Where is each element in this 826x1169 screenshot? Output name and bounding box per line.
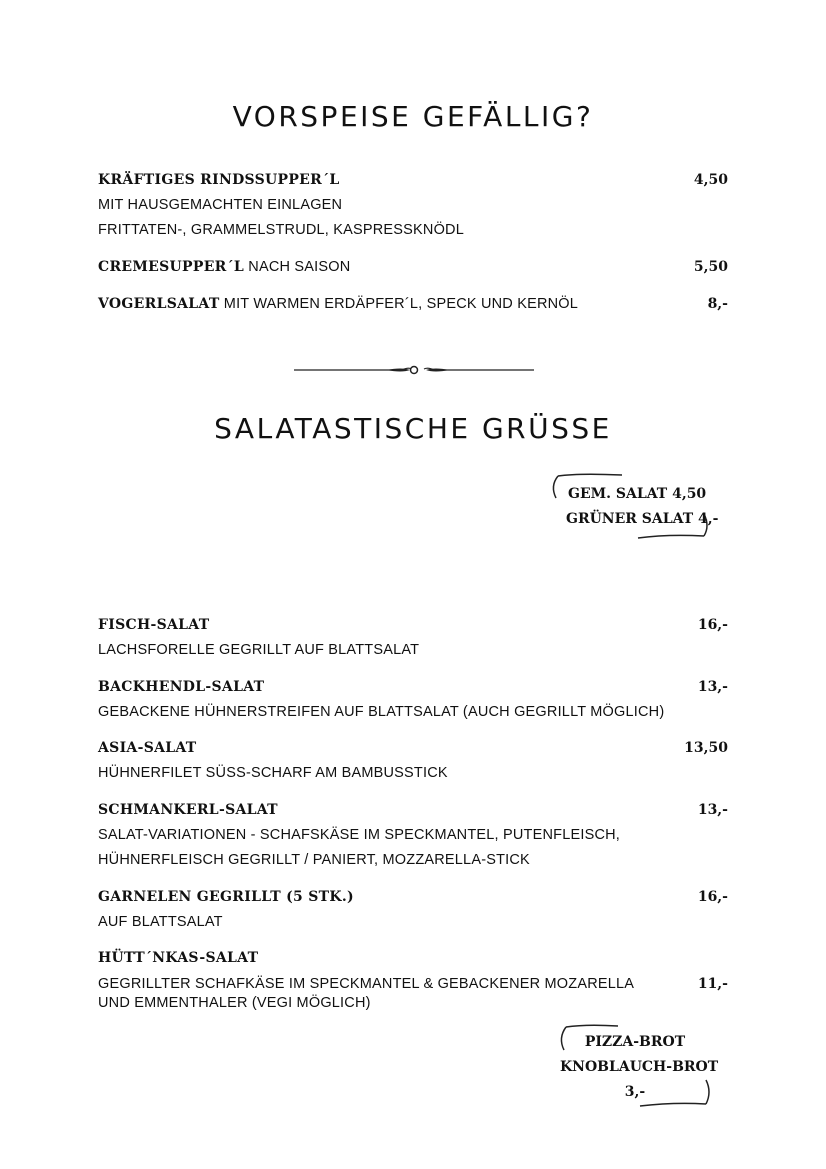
menu-item-name: HÜTT´NKAS-SALAT bbox=[98, 950, 259, 966]
menu-item-description: MIT HAUSGEMACHTEN EINLAGEN bbox=[98, 197, 343, 213]
menu-item-price: 13,- bbox=[697, 802, 728, 818]
callout-pizza-brot: PIZZA-BROT bbox=[584, 1034, 686, 1050]
menu-item-row bbox=[98, 259, 350, 275]
menu-item-description: HÜHNERFLEISCH GEGRILLT / PANIERT, MOZZARELLA-STICK bbox=[98, 852, 530, 868]
section-title-vorspeise: VORSPEISE GEFÄLLIG? bbox=[232, 100, 594, 133]
menu-item-description: UND EMMENTHALER (VEGI MÖGLICH) bbox=[98, 995, 371, 1011]
menu-item-price: 13,- bbox=[697, 679, 728, 695]
callout-bracket bbox=[548, 472, 718, 544]
menu-item-description: LACHSFORELLE GEGRILLT AUF BLATTSALAT bbox=[98, 642, 420, 658]
section-title-salat: SALATASTISCHE GRÜSSE bbox=[214, 412, 612, 445]
menu-item-description: GEBACKENE HÜHNERSTREIFEN AUF BLATTSALAT (AUCH GEGRILLT MÖGLICH) bbox=[98, 704, 665, 720]
menu-item-description: GEGRILLTER SCHAFKÄSE IM SPECKMANTEL & GEBACKENER MOZARELLA bbox=[98, 976, 635, 992]
menu-item-description: HÜHNERFILET SÜSS-SCHARF AM BAMBUSSTICK bbox=[98, 765, 448, 781]
menu-item-row bbox=[98, 296, 578, 312]
callout-knoblauch-brot: KNOBLAUCH-BROT bbox=[560, 1059, 719, 1075]
menu-item-price: 8,- bbox=[707, 296, 728, 312]
menu-item-description: SALAT-VARIATIONEN - SCHAFSKÄSE IM SPECKMANTEL, PUTENFLEISCH, bbox=[98, 827, 621, 843]
menu-item-price: 5,50 bbox=[693, 259, 728, 275]
menu-item-name: KRÄFTIGES RINDSSUPPER´L bbox=[98, 172, 340, 188]
menu-item-description: AUF BLATTSALAT bbox=[98, 914, 223, 930]
menu-item-name: GARNELEN GEGRILLT (5 STK.) bbox=[98, 889, 354, 905]
ornament-divider bbox=[290, 360, 538, 380]
menu-item-price: 16,- bbox=[697, 889, 728, 905]
menu-item-price: 16,- bbox=[697, 617, 728, 633]
menu-item-price: 4,50 bbox=[693, 172, 728, 188]
menu-item-price: 11,- bbox=[697, 976, 728, 992]
menu-item-name: CREMESUPPER´L bbox=[98, 259, 245, 275]
menu-item-name: SCHMANKERL-SALAT bbox=[98, 802, 278, 818]
menu-item-name: VOGERLSALAT bbox=[98, 296, 220, 312]
menu-item-suffix: MIT WARMEN ERDÄPFER´L, SPECK UND KERNÖL bbox=[223, 296, 579, 312]
callout-gruener-salat: GRÜNER SALAT 4,- bbox=[566, 511, 719, 527]
callout-bread-price: 3,- bbox=[624, 1084, 646, 1100]
menu-item-name: BACKHENDL-SALAT bbox=[98, 679, 265, 695]
menu-item-name: FISCH-SALAT bbox=[98, 617, 210, 633]
menu-item-name: ASIA-SALAT bbox=[98, 740, 197, 756]
menu-item-description: FRITTATEN-, GRAMMELSTRUDL, KASPRESSKNÖDL bbox=[98, 222, 464, 238]
menu-item-suffix: NACH SAISON bbox=[248, 259, 351, 275]
menu-item-price: 13,50 bbox=[684, 740, 728, 756]
callout-gem-salat: GEM. SALAT 4,50 bbox=[568, 486, 707, 502]
